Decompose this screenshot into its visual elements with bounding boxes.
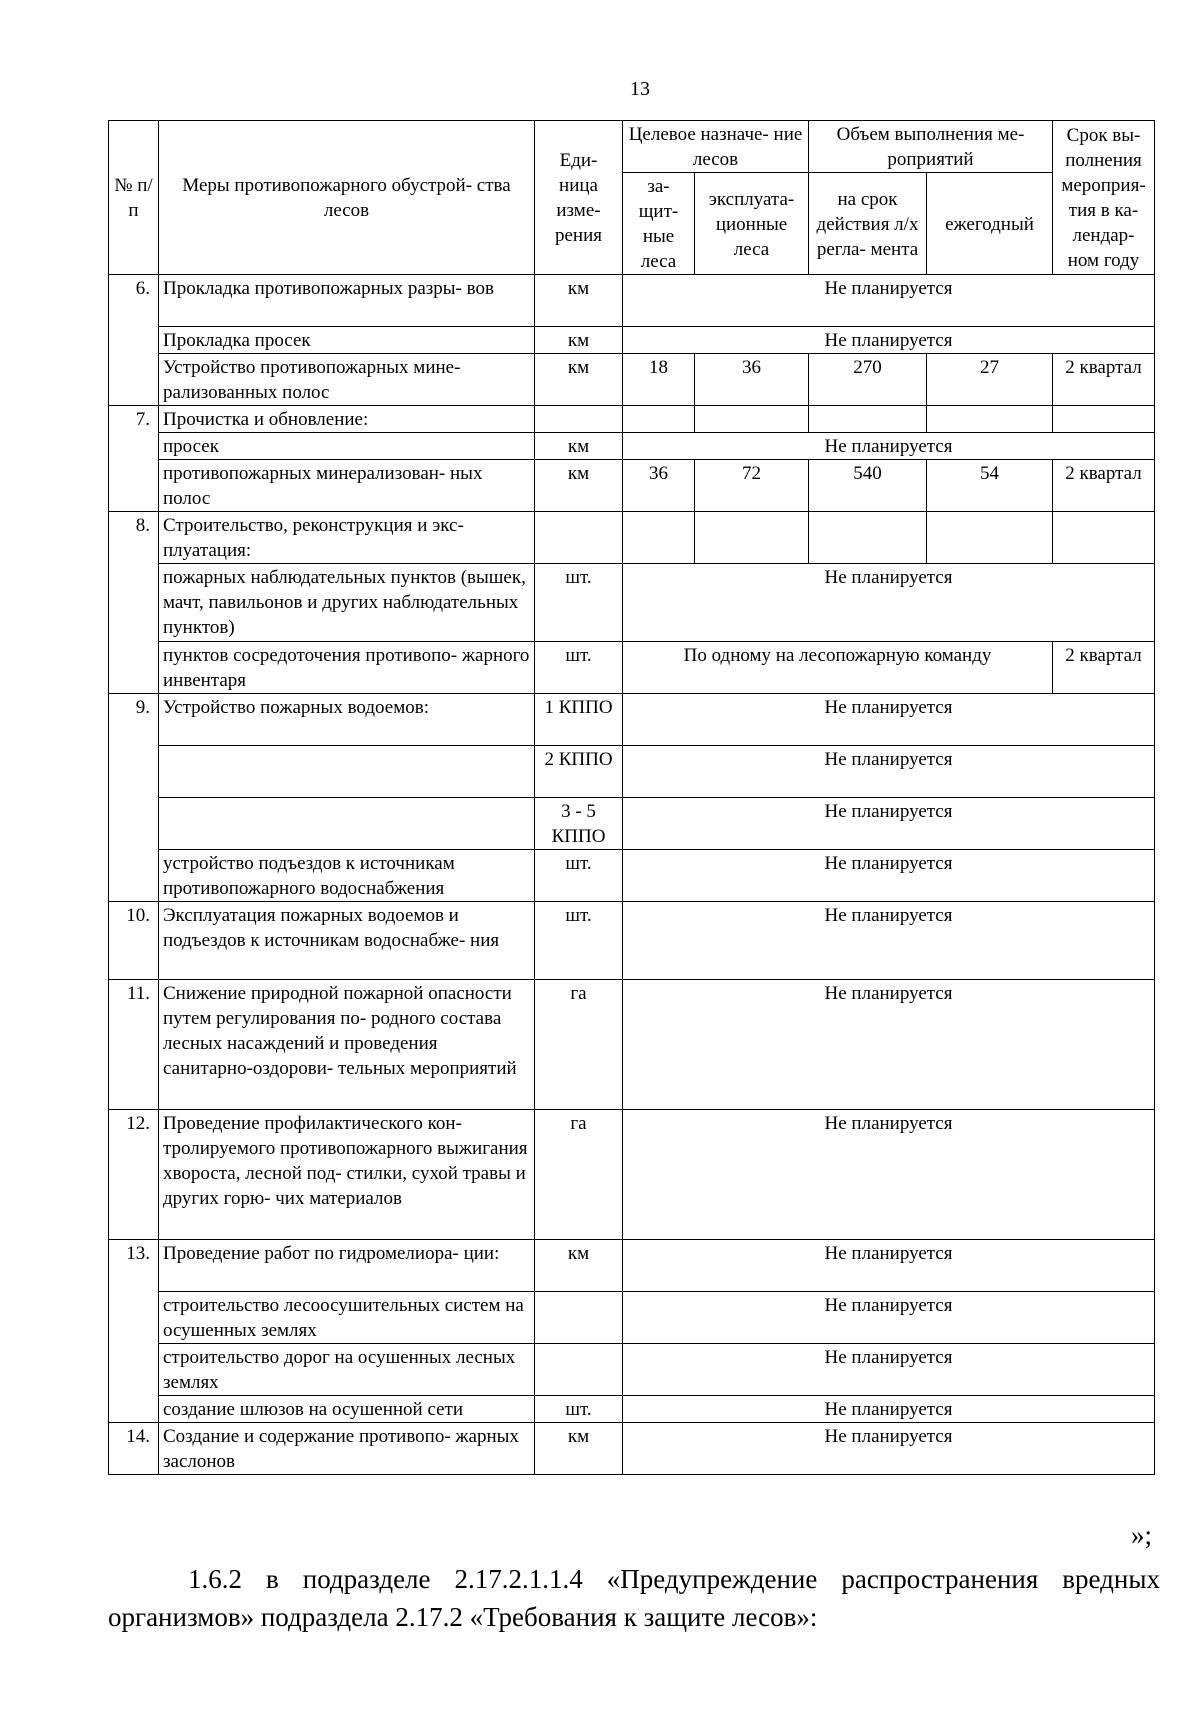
empty-cell <box>927 406 1053 433</box>
measure-text: Устройство противопожарных мине- рализованных полос <box>159 354 535 406</box>
unit-cell: км <box>535 460 623 512</box>
body-paragraph: 1.6.2 в подразделе 2.17.2.1.1.4 «Предупреждение распространения вредных организмов» подраздела 2.17.2 «Требования к защите лесов»: <box>108 1564 1160 1632</box>
status-cell: Не планируется <box>623 1292 1155 1344</box>
status-cell: Не планируется <box>623 327 1155 354</box>
unit-cell: км <box>535 1423 623 1475</box>
unit-cell: шт. <box>535 1396 623 1423</box>
unit-cell: шт. <box>535 642 623 694</box>
exploitation-value: 72 <box>695 460 809 512</box>
measure-text: просек <box>159 433 535 460</box>
empty-cell <box>695 512 809 564</box>
unit-cell: км <box>535 433 623 460</box>
unit-cell: га <box>535 980 623 1110</box>
status-cell: Не планируется <box>623 746 1155 798</box>
row-number: 9. <box>109 694 159 902</box>
empty-cell <box>535 406 623 433</box>
exploitation-value: 36 <box>695 354 809 406</box>
empty-cell <box>695 406 809 433</box>
measure-text: Прочистка и обновление: <box>159 406 535 433</box>
empty-cell <box>535 1292 623 1344</box>
unit-cell: шт. <box>535 564 623 642</box>
header-purpose: Целевое назначе- ние лесов <box>623 121 809 173</box>
unit-cell: км <box>535 327 623 354</box>
deadline-value: 2 квартал <box>1053 642 1155 694</box>
fire-prevention-table <box>108 120 1155 1475</box>
empty-cell <box>535 1344 623 1396</box>
unit-cell: км <box>535 354 623 406</box>
measure-text: Эксплуатация пожарных водоемов и подъездов к источникам водоснабже- ния <box>159 902 535 980</box>
header-term: на срок действия л/х регла- мента <box>809 173 927 275</box>
measure-text: Прокладка просек <box>159 327 535 354</box>
empty-cell <box>623 406 695 433</box>
protective-value: 36 <box>623 460 695 512</box>
unit-cell: шт. <box>535 850 623 902</box>
unit-cell: 1 КППО <box>535 694 623 746</box>
page-number: 13 <box>630 78 650 100</box>
unit-cell: га <box>535 1110 623 1240</box>
empty-cell <box>1053 406 1155 433</box>
status-cell: Не планируется <box>623 1110 1155 1240</box>
measure-text: Устройство пожарных водоемов: <box>159 694 535 746</box>
header-unit: Еди- ница изме- рения <box>535 121 623 275</box>
row-number: 11. <box>109 980 159 1110</box>
measure-text: Прокладка противопожарных разры- вов <box>159 275 535 327</box>
unit-cell: 2 КППО <box>535 746 623 798</box>
term-value: 540 <box>809 460 927 512</box>
measure-text: Создание и содержание противопо- жарных заслонов <box>159 1423 535 1475</box>
measure-text: Строительство, реконструкция и экс- плуатация: <box>159 512 535 564</box>
status-cell: Не планируется <box>623 1344 1155 1396</box>
status-cell: Не планируется <box>623 902 1155 980</box>
row-number: 10. <box>109 902 159 980</box>
unit-cell: шт. <box>535 902 623 980</box>
header-measures: Меры противопожарного обустрой- ства лесов <box>159 121 535 275</box>
status-cell: Не планируется <box>623 564 1155 642</box>
unit-cell: км <box>535 275 623 327</box>
measure-text: пожарных наблюдательных пунктов (вышек, мачт, павильонов и других наблюдательных пунктов) <box>159 564 535 642</box>
empty-cell <box>1053 512 1155 564</box>
empty-cell <box>809 512 927 564</box>
measure-text: создание шлюзов на осушенной сети <box>159 1396 535 1423</box>
closing-quote: »; <box>1130 1520 1152 1550</box>
deadline-value: 2 квартал <box>1053 354 1155 406</box>
term-value: 270 <box>809 354 927 406</box>
status-cell: Не планируется <box>623 980 1155 1110</box>
status-cell: По одному на лесопожарную команду <box>623 642 1053 694</box>
row-number: 7. <box>109 406 159 512</box>
measure-text: Проведение профилактического кон- тролируемого противопожарного выжигания хвороста, лесной под- стилки, сухой травы и других горю- чих материалов <box>159 1110 535 1240</box>
measure-text: Проведение работ по гидромелиора- ции: <box>159 1240 535 1292</box>
empty-cell <box>535 512 623 564</box>
header-protective: за- щит- ные леса <box>623 173 695 275</box>
row-number: 6. <box>109 275 159 406</box>
status-cell: Не планируется <box>623 1240 1155 1292</box>
protective-value: 18 <box>623 354 695 406</box>
status-cell: Не планируется <box>623 694 1155 746</box>
empty-cell <box>159 798 535 850</box>
status-cell: Не планируется <box>623 850 1155 902</box>
unit-cell: км <box>535 1240 623 1292</box>
header-no: № п/п <box>109 121 159 275</box>
measure-text: строительство дорог на осушенных лесных землях <box>159 1344 535 1396</box>
row-number: 12. <box>109 1110 159 1240</box>
row-number: 14. <box>109 1423 159 1475</box>
empty-cell <box>623 512 695 564</box>
empty-cell <box>159 746 535 798</box>
deadline-value: 2 квартал <box>1053 460 1155 512</box>
header-annual: ежегодный <box>927 173 1053 275</box>
measure-text: Снижение природной пожарной опасности путем регулирования по- родного состава лесных насаждений и проведения санитарно-оздорови- тельных мероприятий <box>159 980 535 1110</box>
status-cell: Не планируется <box>623 1423 1155 1475</box>
status-cell: Не планируется <box>623 433 1155 460</box>
header-exploitation: эксплуата- ционные леса <box>695 173 809 275</box>
row-number: 13. <box>109 1240 159 1423</box>
measure-text: устройство подъездов к источникам противопожарного водоснабжения <box>159 850 535 902</box>
row-number: 8. <box>109 512 159 694</box>
empty-cell <box>809 406 927 433</box>
measure-text: пунктов сосредоточения противопо- жарного инвентаря <box>159 642 535 694</box>
measure-text: строительство лесоосушительных систем на осушенных землях <box>159 1292 535 1344</box>
status-cell: Не планируется <box>623 275 1155 327</box>
measure-text: противопожарных минерализован- ных полос <box>159 460 535 512</box>
status-cell: Не планируется <box>623 1396 1155 1423</box>
unit-cell: 3 - 5 КППО <box>535 798 623 850</box>
status-cell: Не планируется <box>623 798 1155 850</box>
annual-value: 54 <box>927 460 1053 512</box>
annual-value: 27 <box>927 354 1053 406</box>
header-volume: Объем выполнения ме- роприятий <box>809 121 1053 173</box>
empty-cell <box>927 512 1053 564</box>
header-deadline: Срок вы- полнения мероприя- тия в ка- лендар- ном году <box>1053 121 1155 275</box>
